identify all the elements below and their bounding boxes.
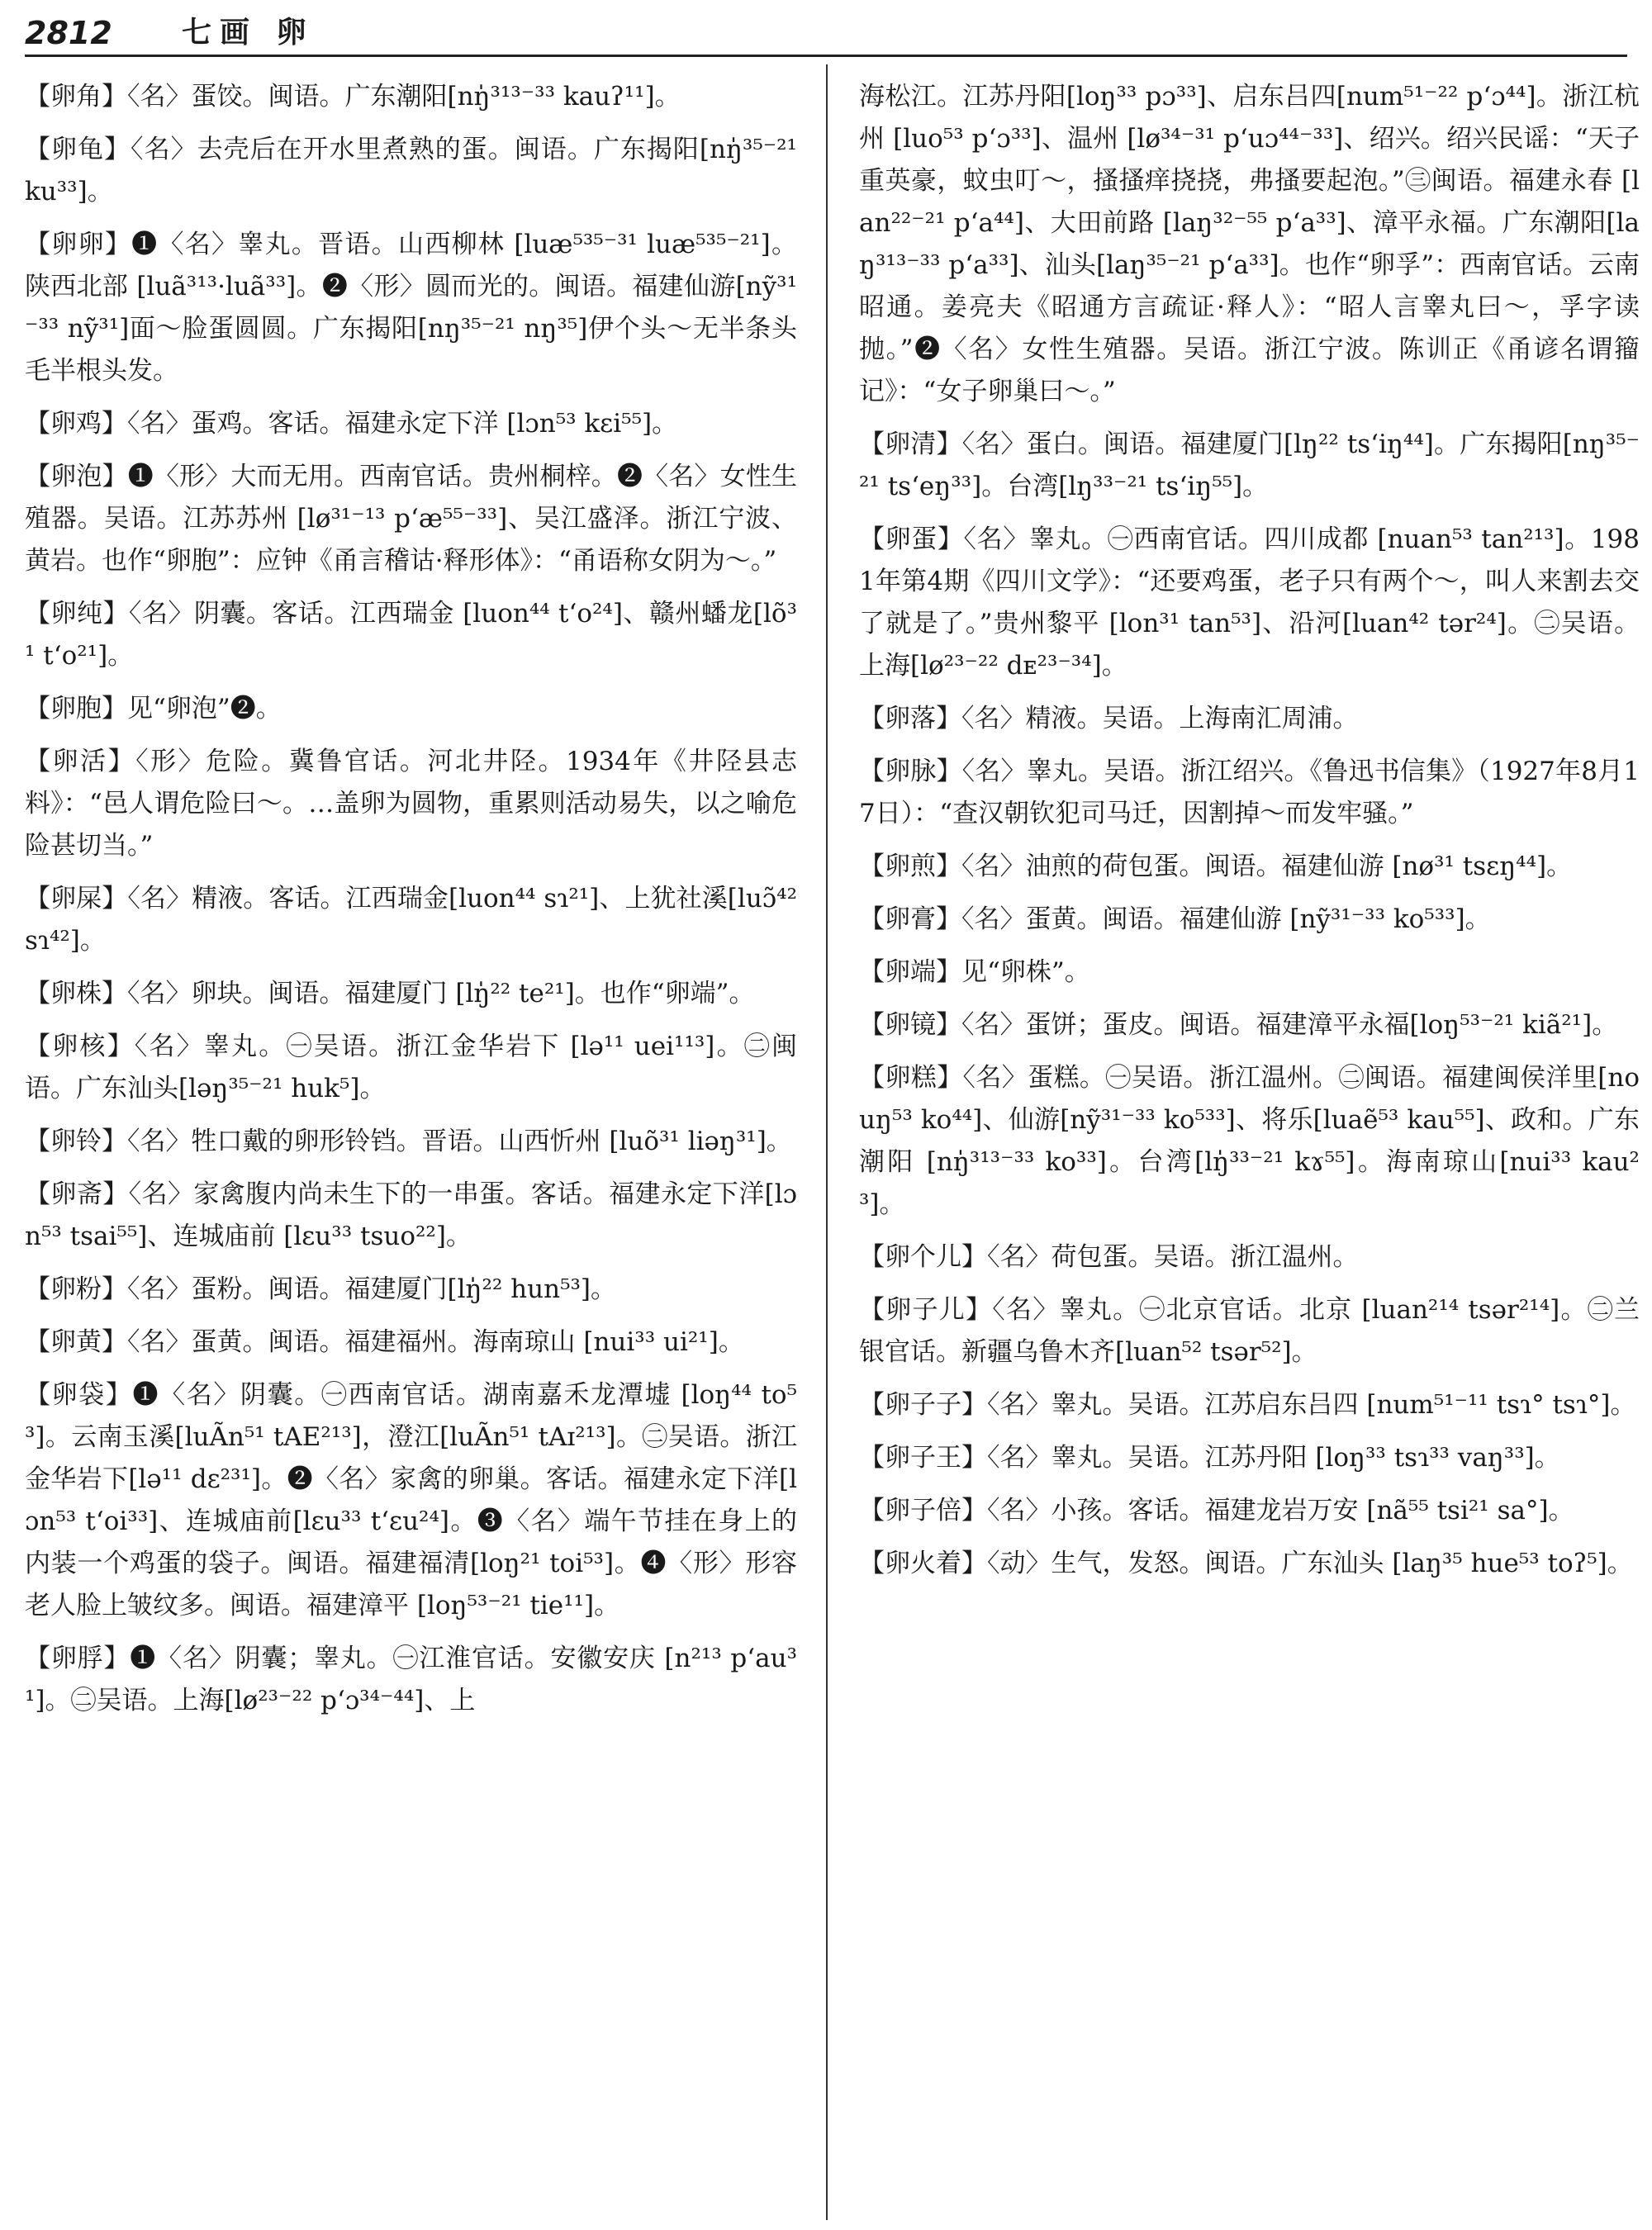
dictionary-entry: 【卵纯】〈名〉阴囊。客话。江西瑞金 [luon⁴⁴ tʻo²⁴]、赣州蟠龙[lõ³¹ tʻo²¹]。 bbox=[25, 599, 797, 671]
dictionary-entry: 【卵黄】〈名〉蛋黄。闽语。福建福州。海南琼山 [nui³³ ui²¹]。 bbox=[25, 1327, 744, 1357]
right-column bbox=[859, 76, 1640, 2219]
dictionary-entry: 【卵活】〈形〉危险。冀鲁官话。河北井陉。1934年《井陉县志料》：“邑人谓危险曰～。…盖卵为圆物，重累则活动易失，以之喻危险甚切当。” bbox=[25, 747, 797, 861]
dictionary-entry: 【卵端】见“卵株”。 bbox=[859, 957, 1090, 987]
dictionary-entry: 【卵蛋】〈名〉睾丸。㊀西南官话。四川成都 [nuan⁵³ tan²¹³]。1981年第4期《四川文学》：“还要鸡蛋，老子只有两个～，叫人来割去交了就是了。”贵州黎平 [lon³¹ tan⁵³]、沿河[luan⁴² tər²⁴]。㊁吴语。上海[lø²³⁻²² dᴇ²³⁻³⁴]。 bbox=[859, 524, 1640, 681]
column-divider bbox=[826, 64, 828, 2220]
dictionary-entry: 【卵子儿】〈名〉睾丸。㊀北京官话。北京 [luan²¹⁴ tsər²¹⁴]。㊁兰银官话。新疆乌鲁木齐[luan⁵² tsər⁵²]。 bbox=[859, 1295, 1640, 1367]
dictionary-entry: 【卵糕】〈名〉蛋糕。㊀吴语。浙江温州。㊁闽语。福建闽侯洋里[nouŋ⁵³ ko⁴⁴]、仙游[nỹ³¹⁻³³ ko⁵³³]、将乐[luaẽ⁵³ kau⁵⁵]、政和。广东潮阳 [nŋ̍³¹³⁻³³ ko³³]。台湾[lŋ̍³³⁻²¹ kɤ⁵⁵]。海南琼山[nui³³ kau²³]。 bbox=[859, 1063, 1640, 1219]
dictionary-entry: 【卵脉】〈名〉睾丸。吴语。浙江绍兴。《鲁迅书信集》（1927年8月17日）：“查汉朝钦犯司马迁，因割掉～而发牢骚。” bbox=[859, 757, 1640, 828]
dictionary-entry: 【卵株】〈名〉卵块。闽语。福建厦门 [lŋ̍²² te²¹]。也作“卵端”。 bbox=[25, 979, 755, 1008]
dictionary-entry: 【卵卵】❶〈名〉睾丸。晋语。山西柳林 [luæ⁵³⁵⁻³¹ luæ⁵³⁵⁻²¹]。陕西北部 [luã³¹³·luã³³]。❷〈形〉圆而光的。闽语。福建仙游[nỹ³¹⁻³³ nỹ³¹]面～脸蛋圆圆。广东揭阳[nŋ³⁵⁻²¹ nŋ³⁵]伊个头～无半条头毛半根头发。 bbox=[25, 230, 797, 386]
page-header bbox=[25, 12, 1627, 57]
dictionary-entry: 【卵屎】〈名〉精液。客话。江西瑞金[luon⁴⁴ sɿ²¹]、上犹社溪[luɔ̃⁴² sɿ⁴²]。 bbox=[25, 884, 797, 956]
dictionary-entry: 【卵铃】〈名〉牲口戴的卵形铃铛。晋语。山西忻州 [luõ³¹ liəŋ³¹]。 bbox=[25, 1127, 792, 1156]
page-number: 2812 bbox=[25, 15, 112, 51]
dictionary-entry: 【卵角】〈名〉蛋饺。闽语。广东潮阳[nŋ̍³¹³⁻³³ kauʔ¹¹]。 bbox=[25, 82, 681, 112]
dictionary-entry: 【卵胞】见“卵泡”❷。 bbox=[25, 694, 282, 724]
dictionary-entry: 【卵落】〈名〉精液。吴语。上海南汇周浦。 bbox=[859, 704, 1359, 733]
dictionary-entry: 【卵龟】〈名〉去壳后在开水里煮熟的蛋。闽语。广东揭阳[nŋ̍³⁵⁻²¹ ku³³]。 bbox=[25, 135, 797, 206]
left-column bbox=[25, 76, 797, 2219]
dictionary-entry: 【卵火着】〈动〉生气，发怒。闽语。广东汕头 [laŋ³⁵ hue⁵³ toʔ⁵]。 bbox=[859, 1549, 1633, 1578]
dictionary-entry: 【卵膏】〈名〉蛋黄。闽语。福建仙游 [nỹ³¹⁻³³ ko⁵³³]。 bbox=[859, 904, 1491, 934]
dictionary-entry: 【卵子倍】〈名〉小孩。客话。福建龙岩万安 [nã⁵⁵ tsi²¹ sa°]。 bbox=[859, 1496, 1574, 1525]
dictionary-entry: 【卵子子】〈名〉睾丸。吴语。江苏启东吕四 [num⁵¹⁻¹¹ tsɿ° tsɿ°]。 bbox=[859, 1390, 1636, 1420]
dictionary-entry: 【卵鸡】〈名〉蛋鸡。客话。福建永定下洋 [lɔn⁵³ kɛi⁵⁵]。 bbox=[25, 409, 678, 439]
dictionary-entry: 【卵个儿】〈名〉荷包蛋。吴语。浙江温州。 bbox=[859, 1242, 1359, 1272]
dictionary-entry-continued: 海松江。江苏丹阳[loŋ³³ pɔ³³]、启东吕四[num⁵¹⁻²² pʻɔ⁴⁴]。浙江杭州 [luo⁵³ pʻɔ³³]、温州 [lø³⁴⁻³¹ pʻuɔ⁴⁴⁻³³]、绍兴。绍兴民谣：“天子重英豪，蚊虫叮～，搔搔痒挠挠，弗搔要起泡。”㊂闽语。福建永春 [lan²²⁻²¹ pʻa⁴⁴]、大田前路 [laŋ³²⁻⁵⁵ pʻa³³]、漳平永福。广东潮阳[laŋ³¹³⁻³³ pʻa³³]、汕头[laŋ³⁵⁻²¹ pʻa³³]。也作“卵孚”：西南官话。云南昭通。姜亮夫《昭通方言疏证·释人》：“昭人言睾丸曰～，孚字读抛。”❷〈名〉女性生殖器。吴语。浙江宁波。陈训正《甬谚名谓籀记》：“女子卵巢曰～。” bbox=[859, 82, 1640, 406]
dictionary-entry: 【卵清】〈名〉蛋白。闽语。福建厦门[lŋ²² tsʻiŋ⁴⁴]。广东揭阳[nŋ³⁵⁻²¹ tsʻeŋ³³]。台湾[lŋ³³⁻²¹ tsʻiŋ⁵⁵]。 bbox=[859, 429, 1640, 501]
dictionary-entry: 【卵泡】❶〈形〉大而无用。西南官话。贵州桐梓。❷〈名〉女性生殖器。吴语。江苏苏州 [lø³¹⁻¹³ pʻæ⁵⁵⁻³³]、吴江盛泽。浙江宁波、黄岩。也作“卵胞”：应钟《甬言稽诂·释形体》：“甬语称女阴为～。” bbox=[25, 462, 797, 576]
dictionary-entry: 【卵镜】〈名〉蛋饼；蛋皮。闽语。福建漳平永福[loŋ⁵³⁻²¹ kiã²¹]。 bbox=[859, 1010, 1618, 1040]
dictionary-entry: 【卵子王】〈名〉睾丸。吴语。江苏丹阳 [loŋ³³ tsɿ³³ vaŋ³³]。 bbox=[859, 1443, 1560, 1473]
dictionary-entry: 【卵斋】〈名〉家禽腹内尚未生下的一串蛋。客话。福建永定下洋[lɔn⁵³ tsai⁵⁵]、连城庙前 [lɛu³³ tsuo²²]。 bbox=[25, 1179, 797, 1251]
dictionary-entry: 【卵核】〈名〉睾丸。㊀吴语。浙江金华岩下 [lə¹¹ uei¹¹³]。㊁闽语。广东汕头[ləŋ³⁵⁻²¹ huk⁵]。 bbox=[25, 1032, 797, 1103]
dictionary-entry: 【卵煎】〈名〉油煎的荷包蛋。闽语。福建仙游 [nø³¹ tsɛŋ⁴⁴]。 bbox=[859, 852, 1573, 881]
dictionary-entry: 【卵粉】〈名〉蛋粉。闽语。福建厦门[lŋ̍²² hun⁵³]。 bbox=[25, 1274, 617, 1304]
section-heading: 七画 卵 bbox=[182, 16, 315, 50]
dictionary-entry: 【卵脬】❶〈名〉阴囊；睾丸。㊀江淮官话。安徽安庆 [n²¹³ pʻau³¹]。㊁吴语。上海[lø²³⁻²² pʻɔ³⁴⁻⁴⁴]、上 bbox=[25, 1644, 797, 1715]
dictionary-entry: 【卵袋】❶〈名〉阴囊。㊀西南官话。湖南嘉禾龙潭墟 [loŋ⁴⁴ to⁵³]。云南玉溪[luÃn⁵¹ tAE²¹³]，澄江[luÃn⁵¹ tAɪ²¹³]。㊁吴语。浙江金华岩下[lə¹¹ dɛ²³¹]。❷〈名〉家禽的卵巢。客话。福建永定下洋[lɔn⁵³ tʻoi³³]、连城庙前[lɛu³³ tʻɛu²⁴]。❸〈名〉端午节挂在身上的内装一个鸡蛋的袋子。闽语。福建福清[loŋ²¹ toi⁵³]。❹〈形〉形容老人脸上皱纹多。闽语。福建漳平 [loŋ⁵³⁻²¹ tie¹¹]。 bbox=[25, 1380, 797, 1620]
